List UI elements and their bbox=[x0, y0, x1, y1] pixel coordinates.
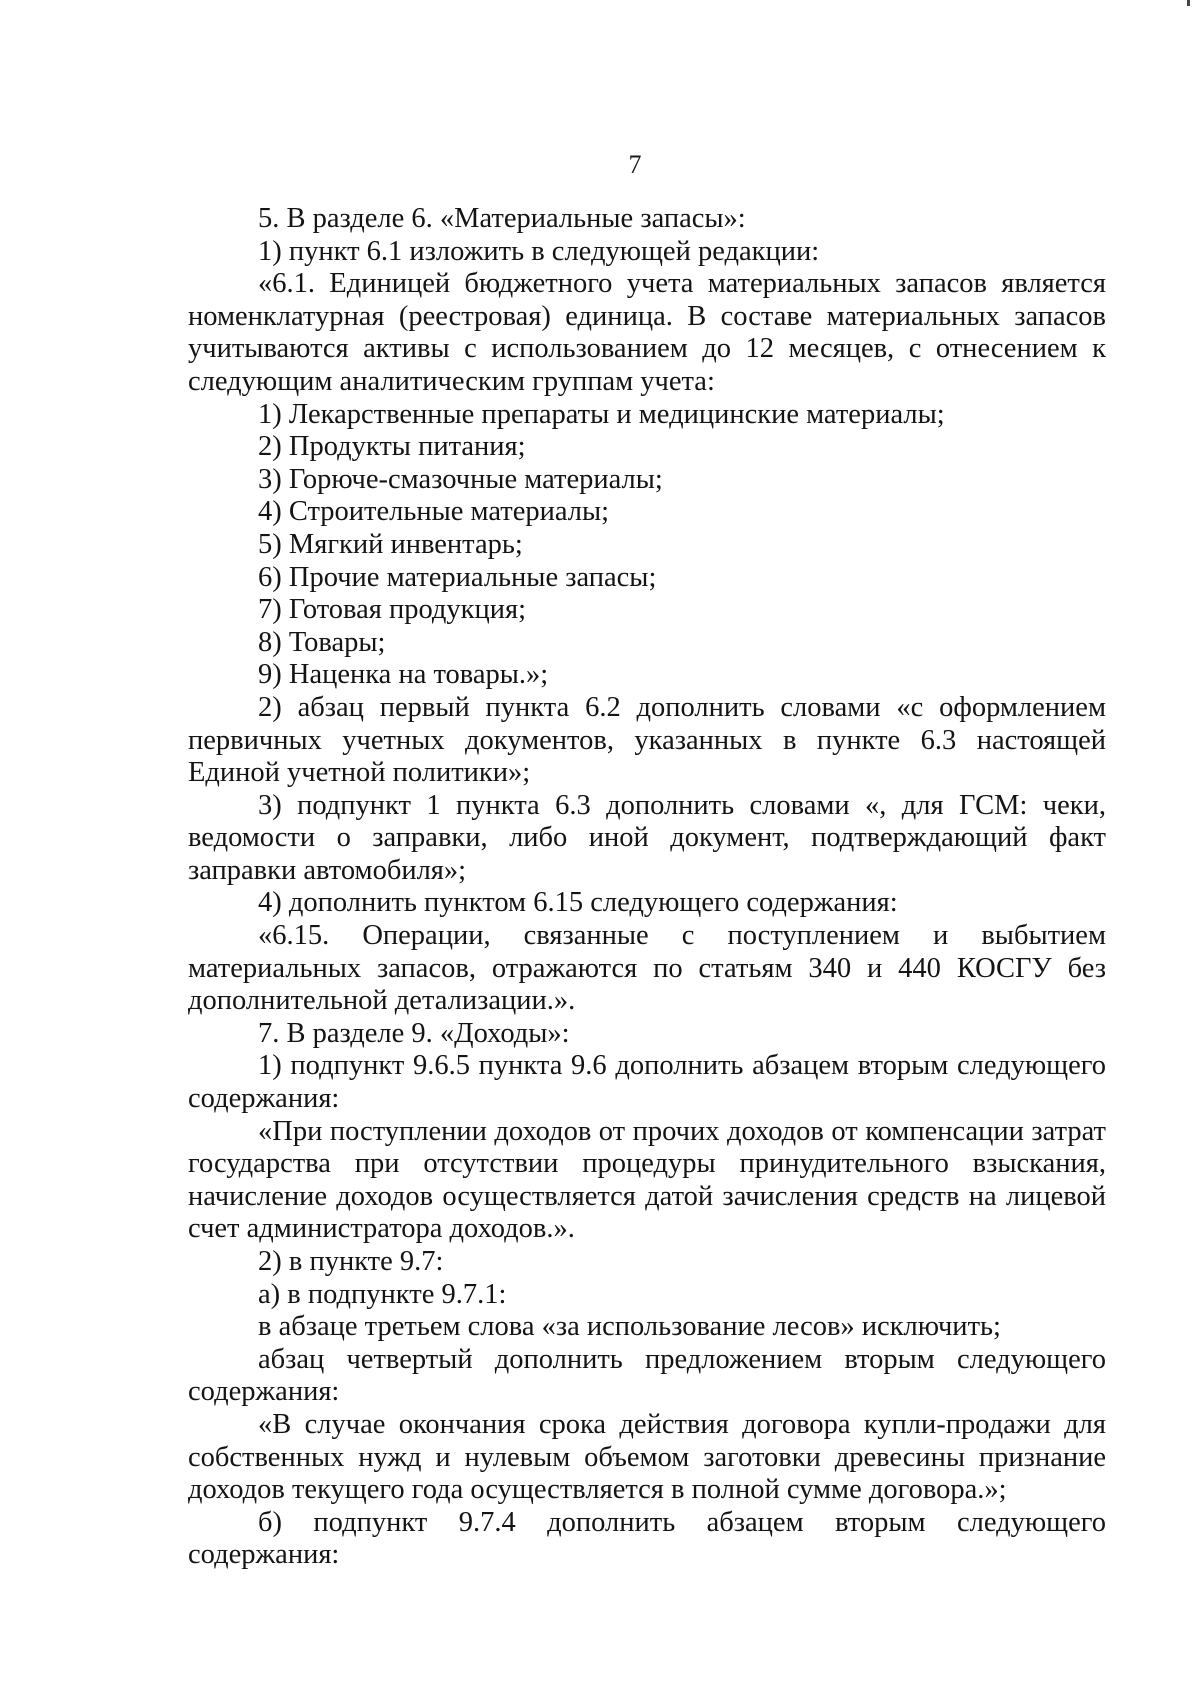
paragraph: в абзаце третьем слова «за использование лесов» исключить; bbox=[258, 1311, 1001, 1343]
paragraph: 1) подпункт 9.6.5 пункта 9.6 дополнить абзацем вторым следующего содержания: bbox=[188, 1050, 1106, 1115]
paragraph: «6.15. Операции, связанные с поступлением и выбытием материальных запасов, отражаются по статьям 340 и 440 КОСГУ без дополнительной детализации.». bbox=[188, 920, 1106, 1017]
paragraph: «В случае окончания срока действия договора купли-продажи для собственных нужд и нулевым объемом заготовки древесины признание доходов текущего года осуществляется в полной сумме договора.»; bbox=[188, 1408, 1106, 1506]
paragraph: 3) подпункт 1 пункта 6.3 дополнить словами «, для ГСМ: чеки, ведомости о заправки, либо иной документ, подтверждающий факт заправки автомобиля»; bbox=[188, 789, 1106, 886]
paragraph: «6.1. Единицей бюджетного учета материальных запасов является номенклатурная (реестровая) единица. В составе материальных запасов учитываются активы с использованием до 12 месяцев, с отнесением к следующим аналитическим группам учета: bbox=[188, 268, 1106, 397]
paragraph: 7) Готовая продукция; bbox=[258, 594, 527, 626]
paragraph: 5) Мягкий инвентарь; bbox=[258, 528, 523, 560]
paragraph: 4) дополнить пунктом 6.15 следующего содержания: bbox=[258, 887, 898, 919]
paragraph: 1) пункт 6.1 изложить в следующей редакции: bbox=[258, 235, 820, 267]
paragraph: 8) Товары; bbox=[258, 626, 386, 658]
paragraph: 2) абзац первый пункта 6.2 дополнить словами «с оформлением первичных учетных документов, указанных в пункте 6.3 настоящей Единой учетной политики»; bbox=[188, 691, 1106, 789]
paragraph: б) подпункт 9.7.4 дополнить абзацем вторым следующего содержания: bbox=[188, 1506, 1106, 1571]
document-body bbox=[188, 203, 1106, 1572]
paragraph: 4) Строительные материалы; bbox=[258, 496, 610, 528]
page-number: 7 bbox=[628, 150, 642, 179]
paragraph: 2) в пункте 9.7: bbox=[258, 1246, 444, 1277]
paragraph: а) в подпункте 9.7.1: bbox=[258, 1278, 507, 1310]
paragraph: 3) Горюче-смазочные материалы; bbox=[258, 463, 663, 495]
scan-mark bbox=[1187, 0, 1190, 6]
paragraph: 2) Продукты питания; bbox=[258, 431, 526, 463]
paragraph: 5. В разделе 6. «Материальные запасы»: bbox=[258, 203, 746, 234]
paragraph: 7. В разделе 9. «Доходы»: bbox=[258, 1017, 570, 1049]
paragraph: 1) Лекарственные препараты и медицинские материалы; bbox=[258, 398, 945, 430]
paragraph: абзац четвертый дополнить предложением вторым следующего содержания: bbox=[188, 1343, 1106, 1408]
paragraph: 9) Наценка на товары.»; bbox=[258, 659, 549, 691]
paragraph: «При поступлении доходов от прочих доходов от компенсации затрат государства при отсутствии процедуры принудительного взыскания, начисление доходов осуществляется датой зачисления средств на лицевой счет администратора доходов.». bbox=[188, 1115, 1106, 1245]
paragraph: 6) Прочие материальные запасы; bbox=[258, 561, 657, 593]
